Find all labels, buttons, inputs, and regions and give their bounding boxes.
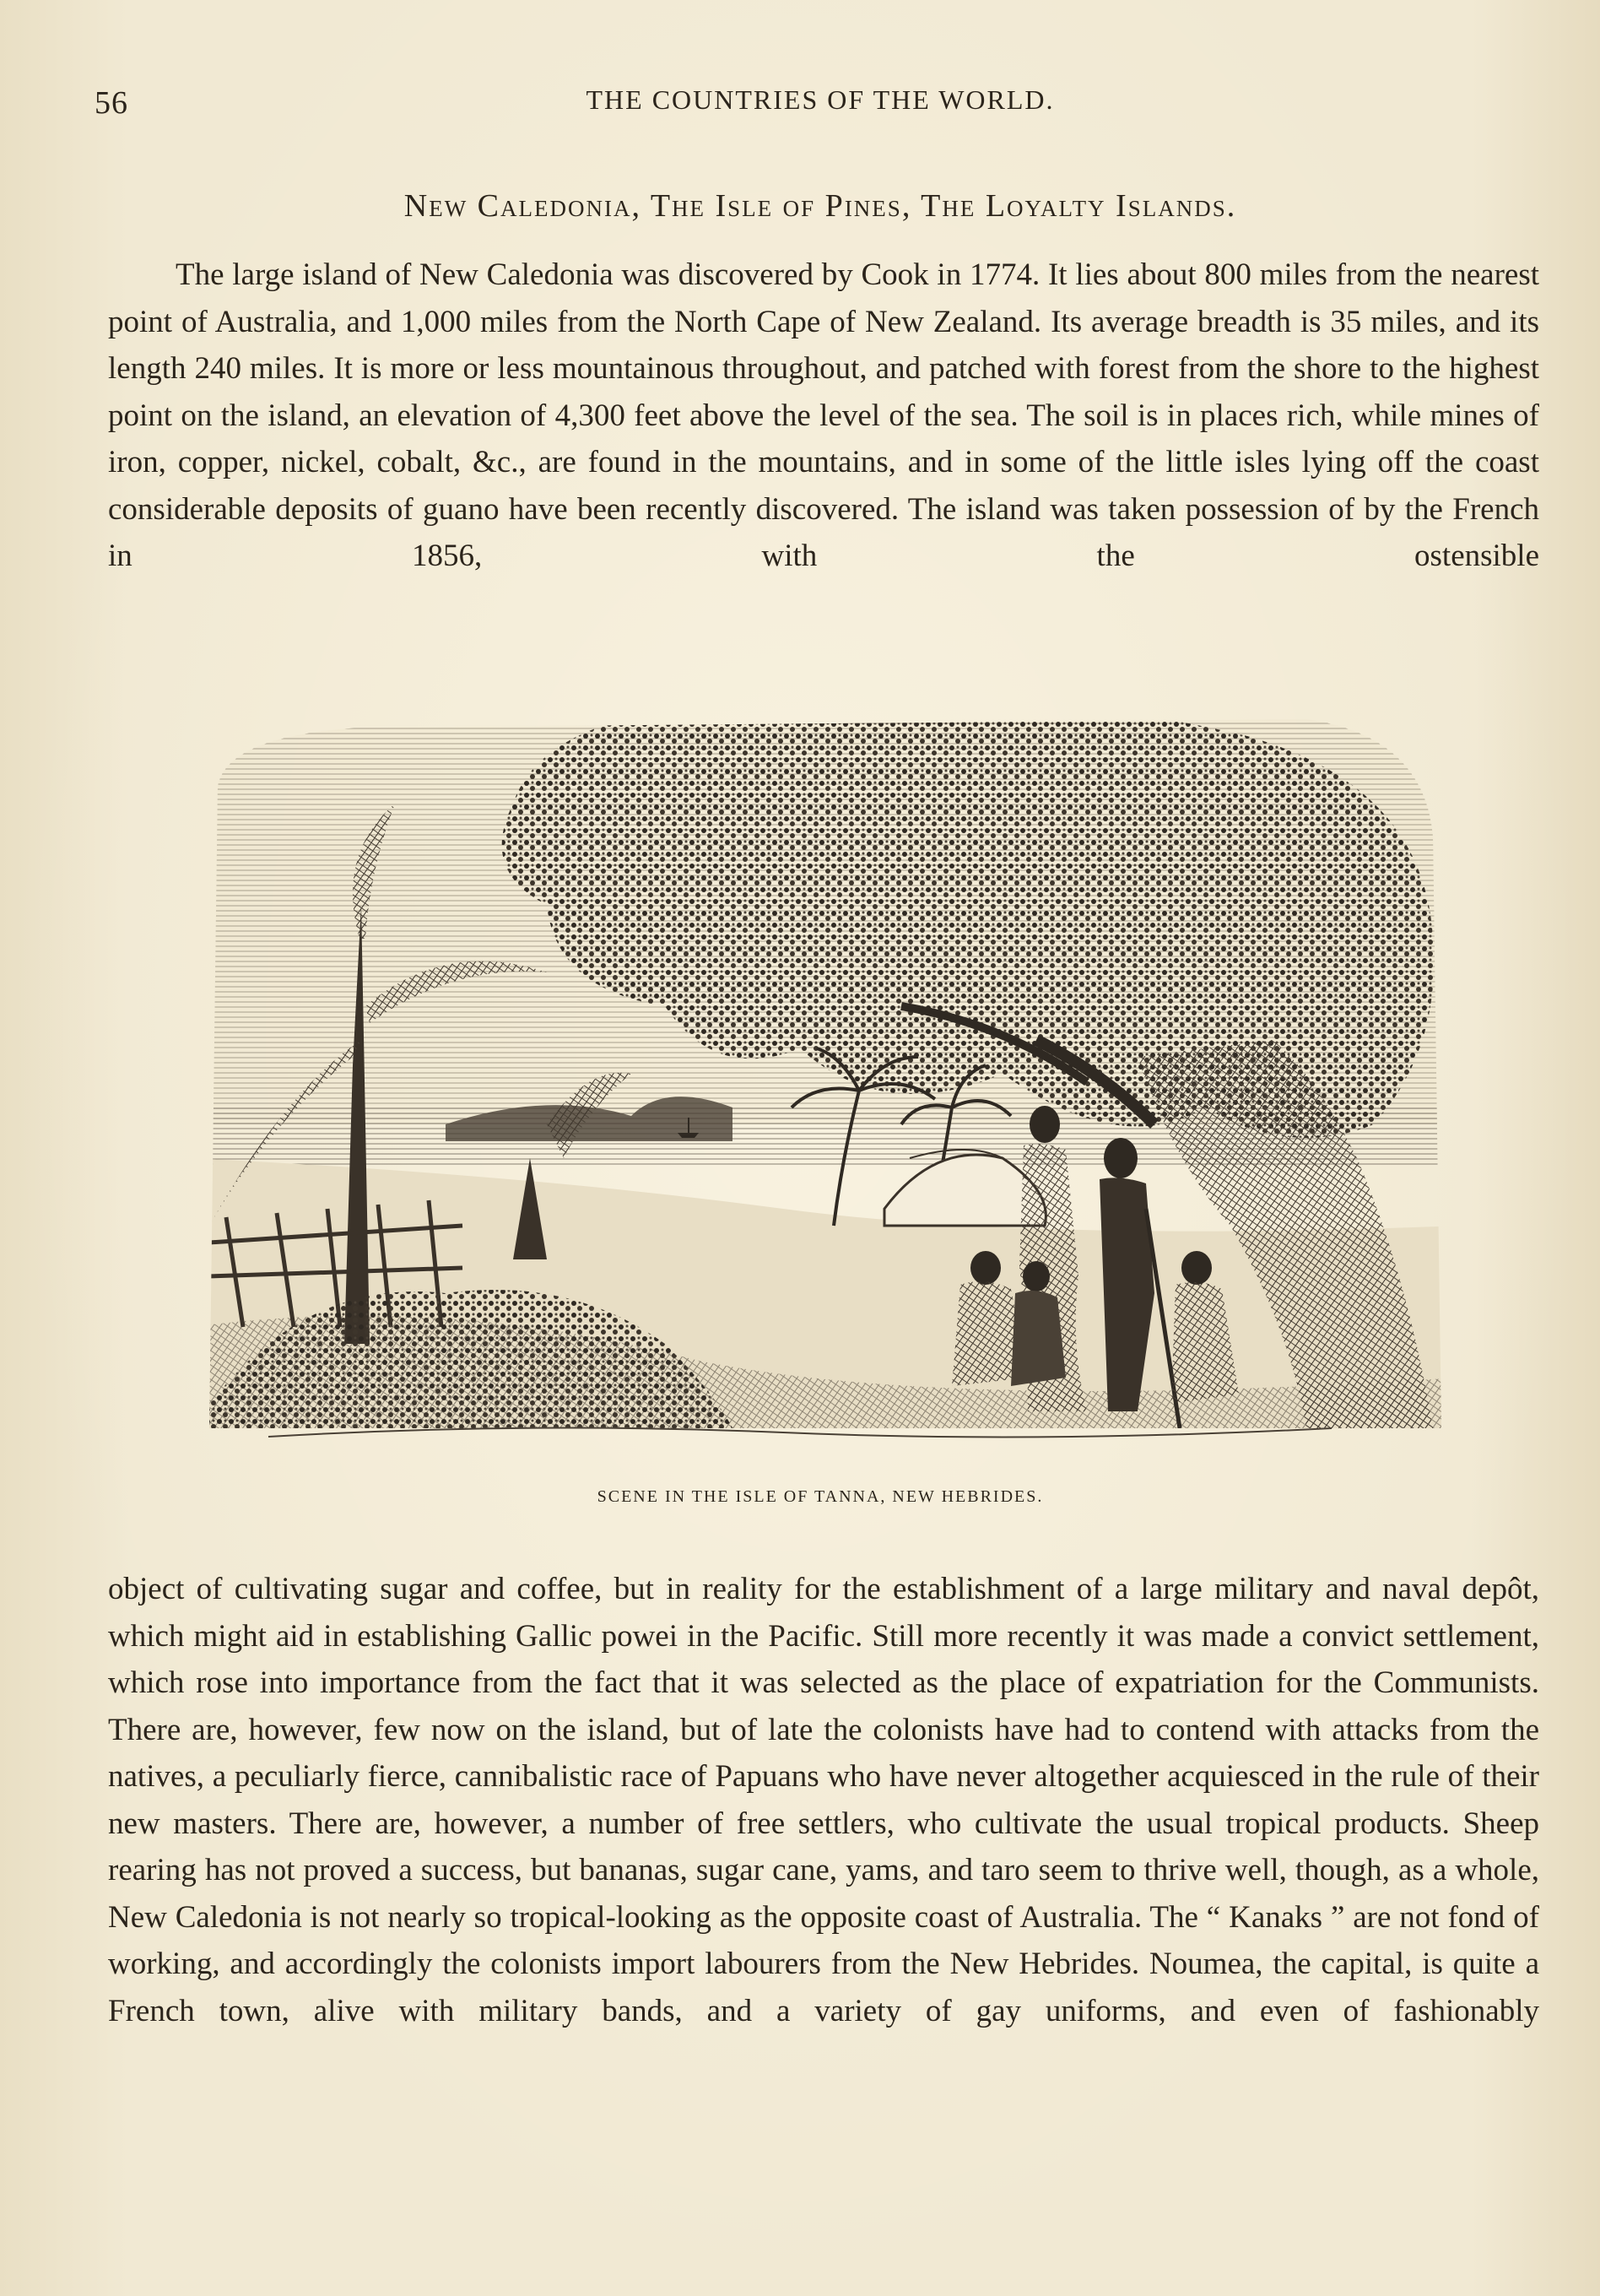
engraving-illustration: [192, 685, 1458, 1462]
page-number: 56: [95, 85, 128, 121]
section-title: New Caledonia, The Isle of Pines, The Loyalty Islands.: [403, 188, 1237, 224]
body-text-bottom: [108, 1566, 1539, 2034]
figure-caption: SCENE IN THE ISLE OF TANNA, NEW HEBRIDES.: [597, 1487, 1044, 1506]
paragraph: object of cultivating sugar and coffee, but in reality for the establishment of a large military and naval depôt, which might aid in establishing Gallic powei in the Pacific. Still more recently it was made a convict settlement, which rose into importance from the fact that it was selected as the place of expatriation for the Communists. There are, however, few now on the island, but of late the colonists have had to contend with attacks from the natives, a peculiarly fierce, cannibalistic race of Papuans who have never altogether acquiesced in the rule of their new masters. There are, however, a number of free settlers, who cultivate the usual tropical products. Sheep rearing has not proved a success, but bananas, sugar cane, yams, and taro seem to thrive well, though, as a whole, New Caledonia is not nearly so tropical-looking as the opposite coast of Australia. The “ Kanaks ” are not fond of working, and accordingly the colonists import labourers from the New Hebrides. Noumea, the capital, is quite a French town, alive with military bands, and a variety of gay uniforms, and even of fashionably: [108, 1572, 1539, 2028]
paragraph: The large island of New Caledonia was discovered by Cook in 1774. It lies about 800 miles from the nearest point of Australia, and 1,000 miles from the North Cape of New Zealand. Its average breadth is 35 miles, and its length 240 miles. It is more or less mountainous throughout, and patched with forest from the shore to the highest point on the island, an elevation of 4,300 feet above the level of the sea. The soil is in places rich, while mines of iron, copper, nickel, cobalt, &c., are found in the mountains, and in some of the little isles lying off the coast considerable deposits of guano have been recently discovered. The island was taken possession of by the French in 1856, with the ostensible: [108, 257, 1539, 573]
vignette-baseline: [268, 1428, 1332, 1438]
page-header: [95, 84, 1546, 127]
body-text-top: [108, 252, 1539, 580]
running-head: THE COUNTRIES OF THE WORLD.: [586, 84, 1055, 115]
